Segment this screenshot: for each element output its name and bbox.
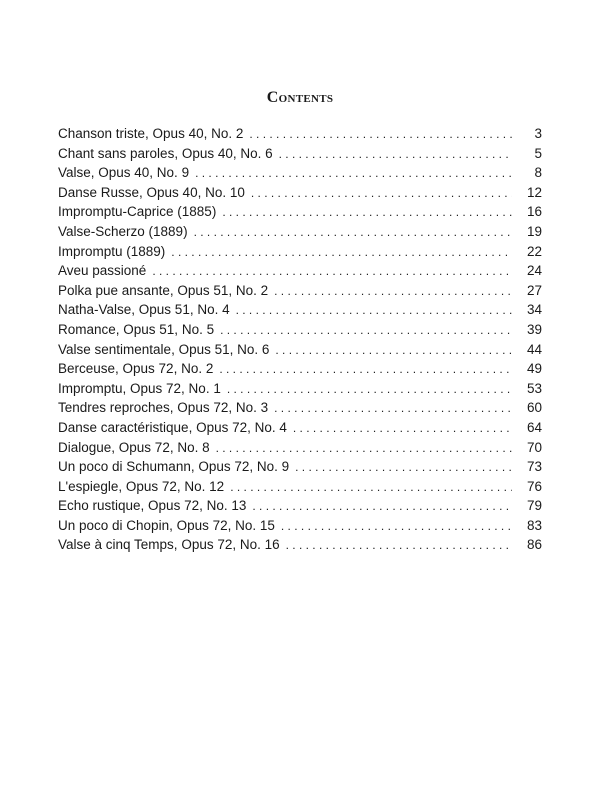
- entry-title: L'espiegle, Opus 72, No. 12: [58, 478, 225, 494]
- entry-title: Polka pue ansante, Opus 51, No. 2: [58, 282, 269, 298]
- toc-entry: [58, 496, 542, 516]
- entry-page-number: 5: [534, 145, 542, 161]
- entry-page-number: 60: [526, 400, 542, 416]
- dot-leader: [281, 517, 512, 536]
- entry-title: Tendres reproches, Opus 72, No. 3: [58, 400, 269, 416]
- entry-title: Aveu passioné: [58, 263, 147, 279]
- dot-leader: [293, 419, 512, 438]
- toc-entry: [58, 163, 542, 183]
- toc-entry: [58, 379, 542, 399]
- dot-leader: [227, 380, 512, 399]
- entry-page-number: 79: [526, 498, 542, 514]
- entry-title: Danse Russe, Opus 40, No. 10: [58, 184, 245, 200]
- entry-title: Valse sentimentale, Opus 51, No. 6: [58, 341, 270, 357]
- toc-entry: [58, 183, 542, 203]
- entry-title: Impromptu (1889): [58, 243, 166, 259]
- entry-page-number: 64: [526, 419, 542, 435]
- toc-entry: [58, 535, 542, 555]
- dot-leader: [279, 145, 512, 164]
- entry-page-number: 86: [526, 537, 542, 553]
- toc-entry: [58, 359, 542, 379]
- dot-leader: [216, 439, 512, 458]
- entry-title: Natha-Valse, Opus 51, No. 4: [58, 302, 230, 318]
- entry-page-number: 34: [526, 302, 542, 318]
- dot-leader: [171, 243, 512, 262]
- dot-leader: [274, 399, 512, 418]
- dot-leader: [236, 301, 512, 320]
- table-of-contents: [58, 124, 542, 555]
- entry-title: Dialogue, Opus 72, No. 8: [58, 439, 210, 455]
- entry-page-number: 12: [526, 184, 542, 200]
- toc-entry: [58, 202, 542, 222]
- toc-entry: [58, 222, 542, 242]
- toc-entry: [58, 261, 542, 281]
- entry-title: Romance, Opus 51, No. 5: [58, 321, 215, 337]
- entry-title: Un poco di Schumann, Opus 72, No. 9: [58, 459, 290, 475]
- entry-title: Echo rustique, Opus 72, No. 13: [58, 498, 247, 514]
- entry-title: Impromptu-Caprice (1885): [58, 204, 217, 220]
- entry-page-number: 83: [526, 517, 542, 533]
- entry-page-number: 53: [526, 380, 542, 396]
- toc-entry: [58, 516, 542, 536]
- entry-page-number: 73: [526, 459, 542, 475]
- toc-entry: [58, 320, 542, 340]
- entry-title: Valse-Scherzo (1889): [58, 223, 188, 239]
- dot-leader: [222, 203, 512, 222]
- entry-page-number: 24: [526, 263, 542, 279]
- entry-page-number: 19: [526, 223, 542, 239]
- dot-leader: [219, 360, 512, 379]
- entry-title: Chanson triste, Opus 40, No. 2: [58, 126, 244, 141]
- entry-page-number: 76: [526, 478, 542, 494]
- toc-entry: [58, 281, 542, 301]
- entry-page-number: 22: [526, 243, 542, 259]
- dot-leader: [249, 125, 512, 144]
- dot-leader: [274, 282, 512, 301]
- toc-entry: [58, 457, 542, 477]
- toc-entry: [58, 418, 542, 438]
- entry-page-number: 27: [526, 282, 542, 298]
- contents-title: Contents: [266, 89, 334, 106]
- toc-entry: [58, 438, 542, 458]
- dot-leader: [252, 497, 512, 516]
- toc-entry: [58, 124, 542, 144]
- toc-entry: [58, 300, 542, 320]
- toc-entry: [58, 398, 542, 418]
- entry-page-number: 16: [526, 204, 542, 220]
- entry-title: Chant sans paroles, Opus 40, No. 6: [58, 145, 273, 161]
- dot-leader: [286, 536, 512, 555]
- toc-entry: [58, 242, 542, 262]
- entry-page-number: 8: [534, 165, 542, 181]
- entry-page-number: 70: [526, 439, 542, 455]
- entry-page-number: 3: [534, 126, 542, 141]
- entry-title: Un poco di Chopin, Opus 72, No. 15: [58, 517, 275, 533]
- toc-entry: [58, 340, 542, 360]
- toc-entry: [58, 477, 542, 497]
- dot-leader: [220, 321, 512, 340]
- entry-title: Valse à cinq Temps, Opus 72, No. 16: [58, 537, 280, 553]
- entry-page-number: 44: [526, 341, 542, 357]
- dot-leader: [295, 458, 512, 477]
- dot-leader: [195, 164, 512, 183]
- dot-leader: [251, 184, 512, 203]
- entry-title: Berceuse, Opus 72, No. 2: [58, 361, 214, 377]
- entry-page-number: 49: [526, 361, 542, 377]
- entry-title: Valse, Opus 40, No. 9: [58, 165, 190, 181]
- dot-leader: [275, 341, 512, 360]
- toc-entry: [58, 144, 542, 164]
- entry-title: Impromptu, Opus 72, No. 1: [58, 380, 221, 396]
- dot-leader: [194, 223, 512, 242]
- dot-leader: [152, 262, 512, 281]
- dot-leader: [230, 478, 512, 497]
- entry-title: Danse caractéristique, Opus 72, No. 4: [58, 419, 287, 435]
- entry-page-number: 39: [526, 321, 542, 337]
